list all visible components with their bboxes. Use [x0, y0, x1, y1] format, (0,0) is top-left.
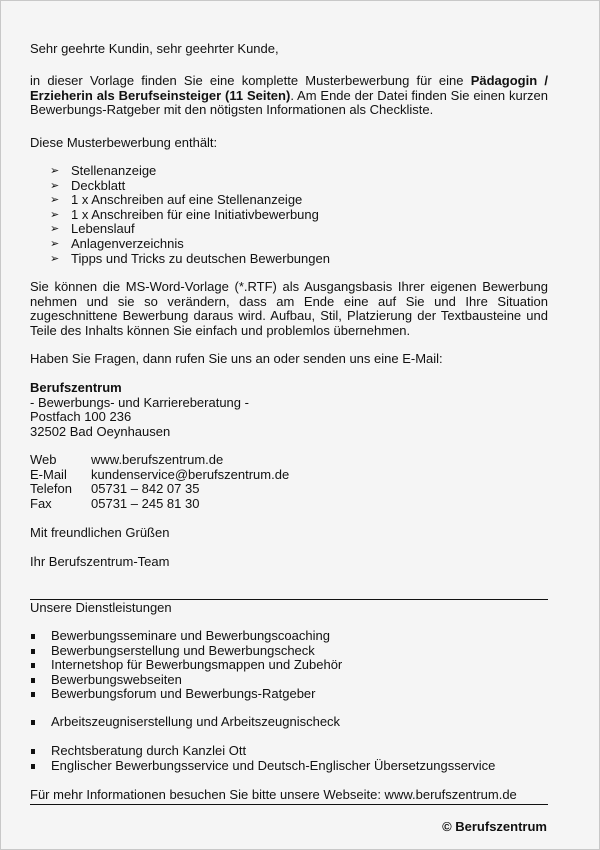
- list-item-label: Tipps und Tricks zu deutschen Bewerbungen: [71, 250, 330, 266]
- arrow-bullet-icon: ➢: [50, 194, 60, 207]
- more-info-link[interactable]: Für mehr Informationen besuchen Sie bitte unsere Webseite: www.berufszentrum.de: [30, 787, 517, 802]
- list-item: [30, 208, 548, 223]
- services-heading: Unsere Dienstleistungen: [30, 600, 172, 615]
- address-line: - Bewerbungs- und Karriereberatung -: [30, 394, 249, 410]
- list-item-label: Bewerbungswebseiten: [51, 671, 182, 687]
- square-bullet-icon: [31, 749, 35, 754]
- contents-heading: Diese Musterbewerbung enthält:: [30, 135, 218, 150]
- list-item-label: Bewerbungsforum und Bewerbungs-Ratgeber: [51, 686, 316, 702]
- contact-row: [30, 468, 548, 483]
- contact-label: Fax: [30, 495, 52, 511]
- list-item: [30, 629, 548, 644]
- list-item: [30, 193, 548, 208]
- list-item: [30, 715, 548, 730]
- address-line: Postfach 100 236: [30, 409, 132, 425]
- square-bullet-icon: [31, 678, 35, 683]
- contents-list: [30, 164, 548, 266]
- contact-row: [30, 497, 548, 512]
- list-item: [30, 673, 548, 688]
- square-bullet-icon: [31, 634, 35, 639]
- list-item-label: Bewerbungserstellung und Bewerbungscheck: [51, 642, 315, 658]
- list-item: [30, 179, 548, 194]
- contact-table: [30, 453, 548, 511]
- services-list: [30, 629, 548, 702]
- arrow-bullet-icon: ➢: [50, 252, 60, 265]
- arrow-bullet-icon: ➢: [50, 208, 60, 221]
- services-list: [30, 744, 548, 773]
- list-item: [30, 759, 548, 774]
- intro-text-end: . Am Ende der Datei finden Sie einen kurzen Bewerbungs-Ratgeber mit den nötigsten Informationen als Checkliste.: [30, 87, 548, 118]
- contact-row: [30, 482, 548, 497]
- list-item-label: Deckblatt: [71, 177, 126, 193]
- list-item: [30, 644, 548, 659]
- list-item-label: Englischer Bewerbungsservice und Deutsch-Englischer Übersetzungsservice: [51, 757, 496, 773]
- list-item: [30, 252, 548, 267]
- arrow-bullet-icon: ➢: [50, 179, 60, 192]
- list-item: [30, 222, 548, 237]
- list-item-label: Internetshop für Bewerbungsmappen und Zubehör: [51, 657, 343, 673]
- list-item-label: Rechtsberatung durch Kanzlei Ott: [51, 743, 247, 758]
- contact-value: 05731 – 842 07 35: [91, 481, 200, 497]
- list-item-label: Stellenanzeige: [71, 163, 157, 178]
- square-bullet-icon: [31, 663, 35, 668]
- address-line: 32502 Bad Oeynhausen: [30, 423, 171, 439]
- list-item: [30, 164, 548, 179]
- square-bullet-icon: [31, 720, 35, 725]
- greeting: Sehr geehrte Kundin, sehr geehrter Kunde,: [30, 41, 279, 56]
- intro-paragraph: [30, 74, 548, 118]
- contact-value[interactable]: kundenservice@berufszentrum.de: [91, 466, 290, 482]
- contact-label: Web: [30, 452, 57, 467]
- contact-value: 05731 – 245 81 30: [91, 495, 200, 511]
- list-item-label: Bewerbungsseminare und Bewerbungscoaching: [51, 628, 330, 643]
- list-item-label: 1 x Anschreiben auf eine Stellenanzeige: [71, 192, 303, 208]
- divider: [30, 804, 548, 805]
- list-item-label: Lebenslauf: [71, 221, 135, 237]
- contact-value[interactable]: www.berufszentrum.de: [91, 452, 224, 467]
- list-item-label: Anlagenverzeichnis: [71, 235, 184, 251]
- signature: Ihr Berufszentrum-Team: [30, 554, 170, 569]
- arrow-bullet-icon: ➢: [50, 165, 60, 177]
- contact-label: Telefon: [30, 481, 72, 497]
- contact-label: E-Mail: [30, 466, 67, 482]
- intro-text: in dieser Vorlage finden Sie eine komplette Musterbewerbung für eine: [30, 73, 471, 88]
- address-block: [30, 381, 548, 439]
- company-name: Berufszentrum: [30, 380, 122, 395]
- list-item: [30, 237, 548, 252]
- square-bullet-icon: [31, 649, 35, 654]
- copyright: © Berufszentrum: [442, 819, 547, 834]
- list-item-label: 1 x Anschreiben für eine Initiativbewerbung: [71, 206, 319, 222]
- list-item: [30, 744, 548, 759]
- arrow-bullet-icon: ➢: [50, 223, 60, 236]
- arrow-bullet-icon: ➢: [50, 237, 60, 250]
- contact-row: [30, 453, 548, 468]
- closing: Mit freundlichen Grüßen: [30, 525, 170, 540]
- square-bullet-icon: [31, 764, 35, 769]
- services-list: [30, 715, 548, 730]
- list-item-label: Arbeitszeugniserstellung und Arbeitszeugnischeck: [51, 714, 341, 729]
- intro-bold: Pädagogin / Erzieherin als Berufseinsteiger (11 Seiten): [30, 73, 548, 103]
- square-bullet-icon: [31, 692, 35, 697]
- list-item: [30, 687, 548, 702]
- questions-text: Haben Sie Fragen, dann rufen Sie uns an oder senden uns eine E-Mail:: [30, 351, 443, 366]
- list-item: [30, 658, 548, 673]
- usage-paragraph: Sie können die MS-Word-Vorlage (*.RTF) als Ausgangsbasis Ihrer eigenen Bewerbung nehmen und sie so verändern, dass am Ende eine auf Sie und Ihre Situation zugeschnittene Bewerbung daraus wird. Aufbau, Stil, Platzierung der Textbausteine und Teile des Inhalts können Sie einfach und problemlos übernehmen.: [30, 279, 548, 338]
